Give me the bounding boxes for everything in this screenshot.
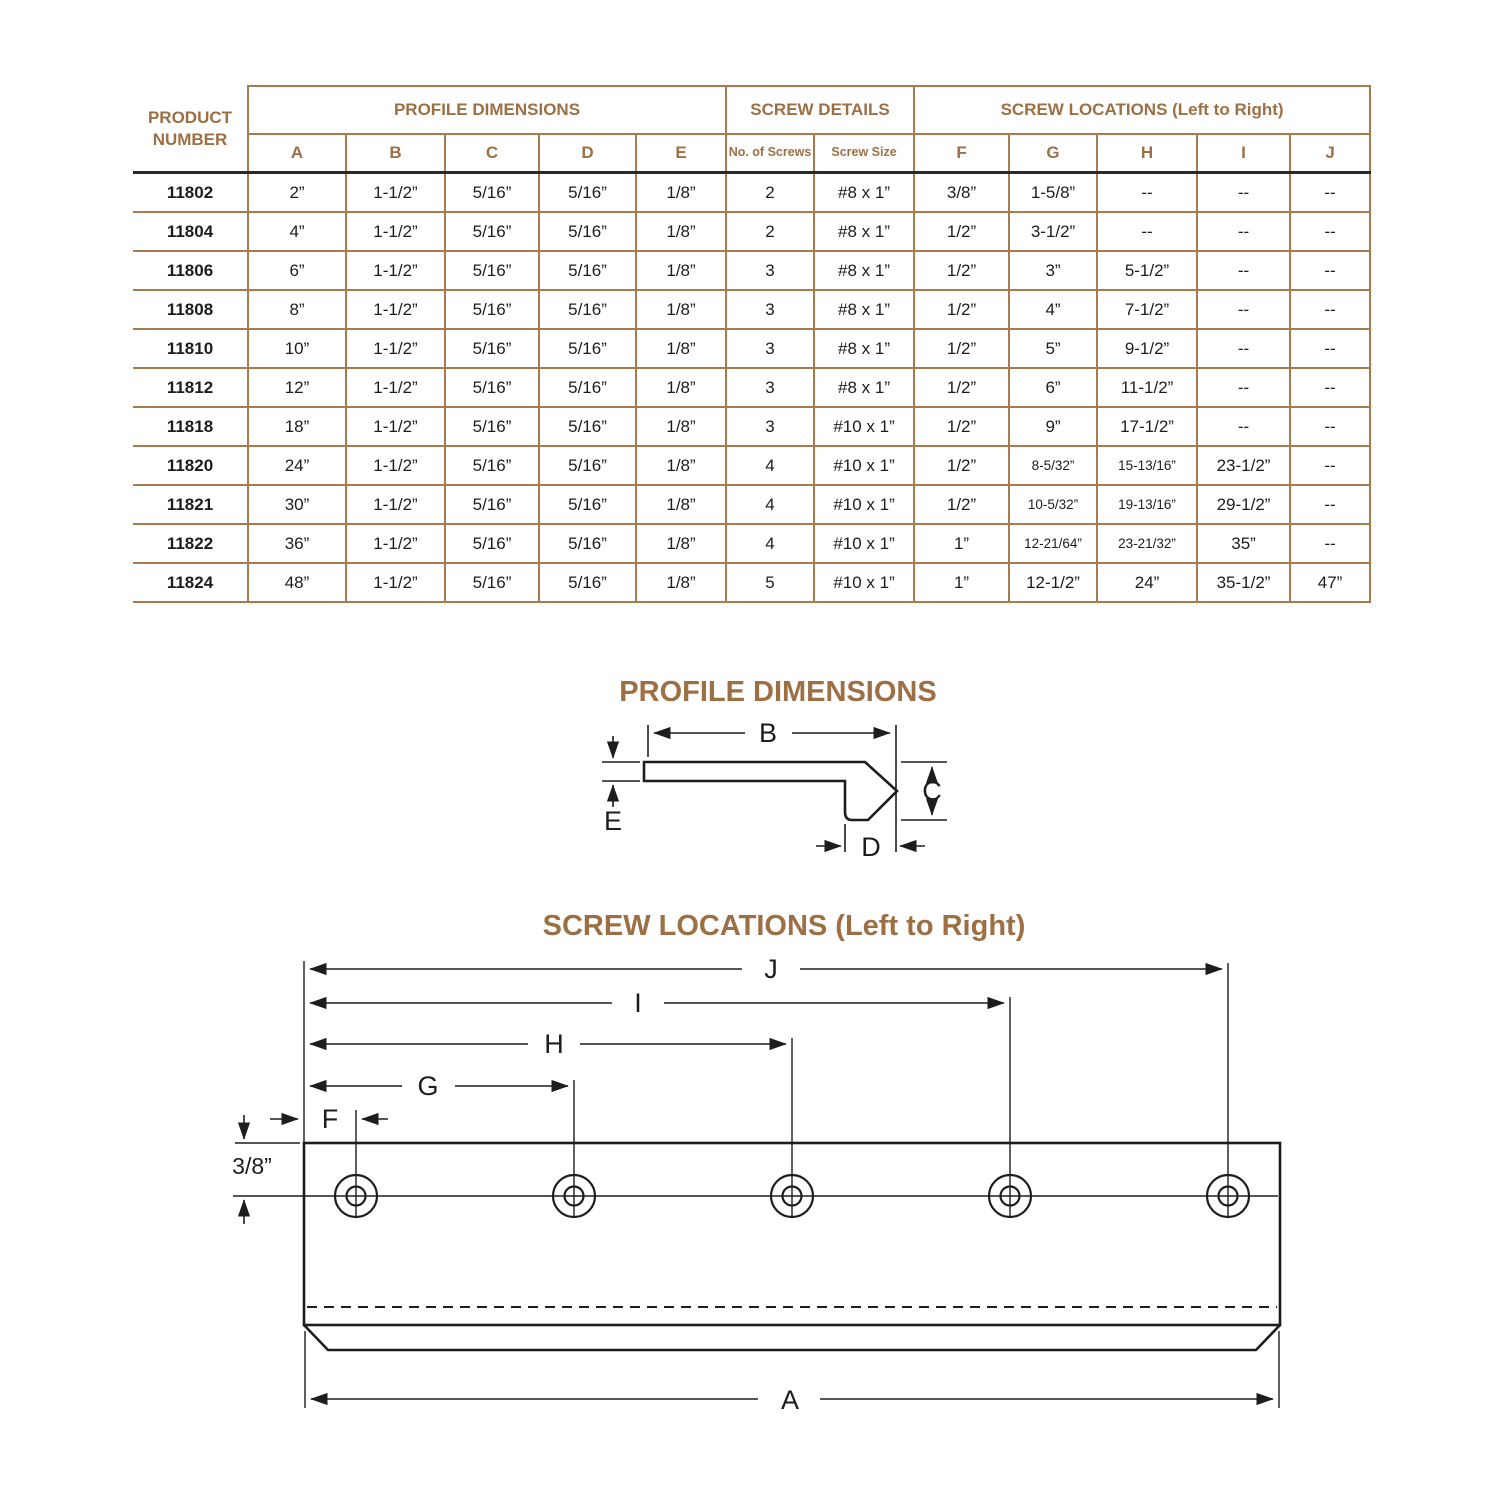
value-cell: 24” — [1097, 563, 1197, 602]
value-cell: 4” — [1009, 290, 1097, 329]
value-cell: #8 x 1” — [814, 212, 914, 251]
group-profile-dimensions: PROFILE DIMENSIONS — [248, 86, 726, 134]
value-cell: 1/8” — [636, 329, 726, 368]
value-cell: 1-1/2” — [346, 329, 445, 368]
dim-offset-label: 3/8” — [232, 1153, 272, 1179]
screw-centerlines — [304, 961, 1228, 1217]
col-header-d: D — [539, 134, 636, 173]
table-row — [133, 563, 1370, 602]
value-cell: 1-1/2” — [346, 446, 445, 485]
value-cell: 35” — [1197, 524, 1290, 563]
value-cell: 5/16” — [445, 290, 539, 329]
value-cell: 1/8” — [636, 446, 726, 485]
table-row — [133, 173, 1370, 213]
value-cell: 1-5/8” — [1009, 173, 1097, 213]
value-cell: 5/16” — [539, 368, 636, 407]
value-cell: -- — [1197, 407, 1290, 446]
value-cell: 1-1/2” — [346, 173, 445, 213]
table-row — [133, 368, 1370, 407]
value-cell: 1-1/2” — [346, 407, 445, 446]
product-number-header: PRODUCT NUMBER — [133, 86, 248, 173]
value-cell: -- — [1197, 212, 1290, 251]
value-cell: 17-1/2” — [1097, 407, 1197, 446]
value-cell: 1-1/2” — [346, 524, 445, 563]
group-screw-details: SCREW DETAILS — [726, 86, 914, 134]
value-cell: 1-1/2” — [346, 290, 445, 329]
profile-diagram-title: PROFILE DIMENSIONS — [619, 676, 937, 708]
value-cell: -- — [1197, 290, 1290, 329]
value-cell: 1/2” — [914, 446, 1009, 485]
product-number-cell: 11808 — [133, 290, 248, 329]
col-header-h: H — [1097, 134, 1197, 173]
product-number-cell: 11821 — [133, 485, 248, 524]
dim-b-label: B — [758, 718, 778, 748]
value-cell: 2” — [248, 173, 346, 213]
table-row — [133, 524, 1370, 563]
col-header-g: G — [1009, 134, 1097, 173]
value-cell: 5/16” — [539, 212, 636, 251]
value-cell: 3/8” — [914, 173, 1009, 213]
value-cell: -- — [1290, 212, 1370, 251]
value-cell: #8 x 1” — [814, 290, 914, 329]
value-cell: 5/16” — [445, 251, 539, 290]
product-number-cell: 11806 — [133, 251, 248, 290]
value-cell: -- — [1197, 173, 1290, 213]
table-row — [133, 212, 1370, 251]
value-cell: #10 x 1” — [814, 446, 914, 485]
value-cell: 5/16” — [539, 251, 636, 290]
value-cell: 3 — [726, 368, 814, 407]
column-header-row — [133, 134, 1370, 173]
col-header-e: E — [636, 134, 726, 173]
value-cell: 5” — [1009, 329, 1097, 368]
product-number-cell: 11822 — [133, 524, 248, 563]
value-cell: 9” — [1009, 407, 1097, 446]
table-body — [133, 173, 1370, 603]
value-cell: 19-13/16” — [1097, 485, 1197, 524]
product-number-cell: 11824 — [133, 563, 248, 602]
product-number-cell: 11810 — [133, 329, 248, 368]
value-cell: #10 x 1” — [814, 407, 914, 446]
profile-diagram — [602, 718, 947, 862]
value-cell: 1/2” — [914, 407, 1009, 446]
value-cell: 1/8” — [636, 290, 726, 329]
dim-f-label: F — [321, 1104, 339, 1134]
product-number-cell: 11812 — [133, 368, 248, 407]
value-cell: 10” — [248, 329, 346, 368]
value-cell: 12-21/64” — [1009, 524, 1097, 563]
value-cell: 5/16” — [445, 212, 539, 251]
value-cell: 1/8” — [636, 251, 726, 290]
value-cell: 3 — [726, 407, 814, 446]
value-cell: -- — [1290, 524, 1370, 563]
dim-e — [602, 736, 640, 807]
value-cell: #8 x 1” — [814, 173, 914, 213]
value-cell: 5/16” — [445, 173, 539, 213]
value-cell: -- — [1197, 368, 1290, 407]
product-number-cell: 11802 — [133, 173, 248, 213]
value-cell: #10 x 1” — [814, 485, 914, 524]
value-cell: 1/2” — [914, 212, 1009, 251]
value-cell: 5/16” — [539, 446, 636, 485]
value-cell: 1-1/2” — [346, 368, 445, 407]
value-cell: -- — [1290, 290, 1370, 329]
value-cell: 1/8” — [636, 212, 726, 251]
value-cell: 5/16” — [445, 329, 539, 368]
value-cell: 5 — [726, 563, 814, 602]
value-cell: 5/16” — [539, 524, 636, 563]
value-cell: 1/8” — [636, 563, 726, 602]
col-header-c: C — [445, 134, 539, 173]
value-cell: #10 x 1” — [814, 563, 914, 602]
value-cell: 23-21/32” — [1097, 524, 1197, 563]
value-cell: 1” — [914, 563, 1009, 602]
dim-h-label: H — [544, 1029, 564, 1059]
value-cell: 23-1/2” — [1197, 446, 1290, 485]
profile-outline — [644, 762, 897, 820]
value-cell: 5/16” — [539, 407, 636, 446]
dim-a-label: A — [780, 1385, 800, 1415]
value-cell: #8 x 1” — [814, 368, 914, 407]
product-number-cell: 11818 — [133, 407, 248, 446]
value-cell: 1/2” — [914, 485, 1009, 524]
value-cell: 3” — [1009, 251, 1097, 290]
value-cell: 35-1/2” — [1197, 563, 1290, 602]
value-cell: 5/16” — [445, 524, 539, 563]
dim-c-label: C — [922, 776, 942, 806]
value-cell: 29-1/2” — [1197, 485, 1290, 524]
value-cell: 5/16” — [445, 446, 539, 485]
value-cell: 1/2” — [914, 368, 1009, 407]
value-cell: 1/8” — [636, 368, 726, 407]
product-number-cell: 11804 — [133, 212, 248, 251]
value-cell: 1/8” — [636, 524, 726, 563]
value-cell: 3-1/2” — [1009, 212, 1097, 251]
value-cell: 6” — [1009, 368, 1097, 407]
value-cell: -- — [1290, 329, 1370, 368]
value-cell: 5/16” — [445, 407, 539, 446]
value-cell: -- — [1097, 212, 1197, 251]
value-cell: 1/8” — [636, 407, 726, 446]
value-cell: -- — [1290, 407, 1370, 446]
dim-i-label: I — [634, 988, 642, 1018]
value-cell: 18” — [248, 407, 346, 446]
table-row — [133, 485, 1370, 524]
dim-j-label: J — [764, 954, 778, 984]
value-cell: 15-13/16” — [1097, 446, 1197, 485]
value-cell: 1/2” — [914, 290, 1009, 329]
group-screw-locations: SCREW LOCATIONS (Left to Right) — [914, 86, 1370, 134]
group-header-row — [133, 86, 1370, 134]
value-cell: 1/8” — [636, 485, 726, 524]
value-cell: 5/16” — [445, 563, 539, 602]
value-cell: 4 — [726, 524, 814, 563]
table-row — [133, 290, 1370, 329]
product-number-cell: 11820 — [133, 446, 248, 485]
value-cell: 47” — [1290, 563, 1370, 602]
col-header-b: B — [346, 134, 445, 173]
value-cell: 11-1/2” — [1097, 368, 1197, 407]
value-cell: 1-1/2” — [346, 212, 445, 251]
technical-drawings — [0, 600, 1500, 1500]
value-cell: 2 — [726, 173, 814, 213]
col-header-j: J — [1290, 134, 1370, 173]
value-cell: 9-1/2” — [1097, 329, 1197, 368]
value-cell: 3 — [726, 251, 814, 290]
value-cell: 1-1/2” — [346, 251, 445, 290]
value-cell: 48” — [248, 563, 346, 602]
dim-d-label: D — [861, 832, 881, 862]
value-cell: 5/16” — [445, 485, 539, 524]
screw-diagram — [232, 954, 1280, 1415]
value-cell: 4 — [726, 446, 814, 485]
value-cell: 5/16” — [539, 173, 636, 213]
value-cell: -- — [1290, 368, 1370, 407]
value-cell: 5/16” — [539, 563, 636, 602]
value-cell: -- — [1197, 251, 1290, 290]
value-cell: 5/16” — [445, 368, 539, 407]
bar-bevel — [304, 1325, 1280, 1350]
value-cell: 4” — [248, 212, 346, 251]
value-cell: 4 — [726, 485, 814, 524]
col-header-f: F — [914, 134, 1009, 173]
value-cell: 6” — [248, 251, 346, 290]
value-cell: 7-1/2” — [1097, 290, 1197, 329]
value-cell: 1/2” — [914, 251, 1009, 290]
value-cell: -- — [1097, 173, 1197, 213]
value-cell: 5/16” — [539, 329, 636, 368]
col-header-i: I — [1197, 134, 1290, 173]
value-cell: -- — [1290, 446, 1370, 485]
value-cell: 24” — [248, 446, 346, 485]
value-cell: 10-5/32” — [1009, 485, 1097, 524]
table-row — [133, 251, 1370, 290]
value-cell: 30” — [248, 485, 346, 524]
value-cell: 1/8” — [636, 173, 726, 213]
value-cell: -- — [1290, 251, 1370, 290]
value-cell: 5/16” — [539, 485, 636, 524]
value-cell: 2 — [726, 212, 814, 251]
value-cell: #8 x 1” — [814, 329, 914, 368]
table-row — [133, 407, 1370, 446]
value-cell: 1” — [914, 524, 1009, 563]
value-cell: 36” — [248, 524, 346, 563]
value-cell: 3 — [726, 290, 814, 329]
value-cell: 1-1/2” — [346, 563, 445, 602]
dim-g-label: G — [417, 1071, 439, 1101]
value-cell: -- — [1197, 329, 1290, 368]
spec-table — [133, 85, 1371, 603]
value-cell: 1/2” — [914, 329, 1009, 368]
col-header-screw-size: Screw Size — [814, 134, 914, 173]
value-cell: #10 x 1” — [814, 524, 914, 563]
value-cell: -- — [1290, 485, 1370, 524]
value-cell: 5-1/2” — [1097, 251, 1197, 290]
col-header-no-of-screws: No. of Screws — [726, 134, 814, 173]
value-cell: 5/16” — [539, 290, 636, 329]
value-cell: 12” — [248, 368, 346, 407]
screw-diagram-title: SCREW LOCATIONS (Left to Right) — [542, 910, 1026, 942]
col-header-a: A — [248, 134, 346, 173]
value-cell: 12-1/2” — [1009, 563, 1097, 602]
value-cell: #8 x 1” — [814, 251, 914, 290]
value-cell: 1-1/2” — [346, 485, 445, 524]
table-row — [133, 446, 1370, 485]
value-cell: -- — [1290, 173, 1370, 213]
value-cell: 3 — [726, 329, 814, 368]
table-row — [133, 329, 1370, 368]
dim-e-label: E — [603, 806, 623, 836]
value-cell: 8-5/32” — [1009, 446, 1097, 485]
value-cell: 8” — [248, 290, 346, 329]
